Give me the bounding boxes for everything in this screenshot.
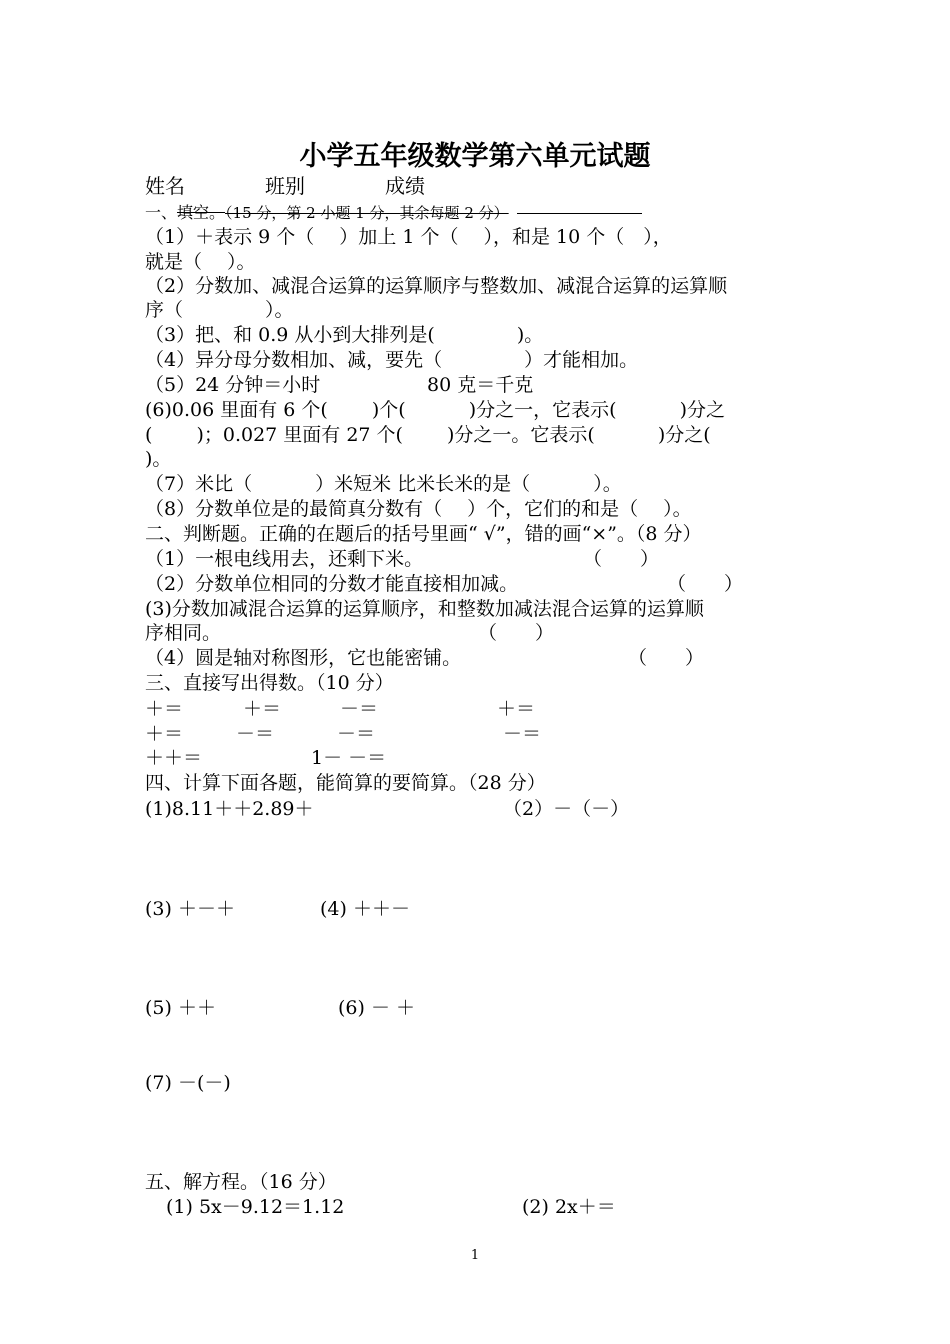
page-title: 小学五年级数学第六单元试题 bbox=[299, 141, 651, 172]
calc-problem-6: (6) － ＋ bbox=[338, 997, 415, 1019]
oral-r1c1: ＋＝ bbox=[145, 698, 184, 720]
student-info-header bbox=[145, 174, 425, 198]
judge-q3-answer-paren: （ ） bbox=[478, 622, 555, 644]
calc-problem-3: (3) ＋－＋ bbox=[145, 898, 235, 920]
equation-1: (1) 5x－9.12＝1.12 bbox=[166, 1196, 345, 1218]
judge-q3-line2: 序相同。 bbox=[145, 622, 222, 644]
equation-2: (2) 2x＋＝ bbox=[522, 1196, 616, 1218]
calc-problem-5: (5) ＋＋ bbox=[145, 997, 216, 1019]
name-label: 姓名 bbox=[145, 174, 185, 198]
judge-q4-answer-paren: （ ） bbox=[628, 647, 705, 669]
q1-line2: 就是（ ）。 bbox=[145, 251, 256, 273]
page-number: 1 bbox=[470, 1248, 480, 1263]
q5-part-a: （5）24 分钟＝小时 bbox=[145, 374, 321, 396]
class-label: 班别 bbox=[265, 174, 305, 198]
judge-q4: （4）圆是轴对称图形，它也能密铺。 bbox=[145, 647, 462, 669]
calc-problem-7: (7) －(－) bbox=[145, 1072, 231, 1094]
q6-line3: )。 bbox=[145, 448, 172, 470]
section1-points-note: （15 分，第 2 小题 1 分，其余每题 2 分） bbox=[225, 204, 509, 222]
calc-problem-4: (4) ＋＋－ bbox=[320, 898, 410, 920]
judge-q3-line1: (3)分数加减混合运算的运算顺序，和整数加减法混合运算的运算顺 bbox=[145, 598, 704, 620]
judge-q1: （1）一根电线用去，还剩下米。 bbox=[145, 548, 424, 570]
q2-line1: （2）分数加、减混合运算的运算顺序与整数加、减混合运算的运算顺 bbox=[145, 275, 728, 297]
section1-title: 填空。 bbox=[177, 203, 226, 222]
judge-q1-answer-paren: （ ） bbox=[583, 548, 660, 570]
oral-r1c4: ＋＝ bbox=[497, 698, 536, 720]
judge-q2: （2）分数单位相同的分数才能直接相加减。 bbox=[145, 573, 519, 595]
section5-heading: 五、解方程。（16 分） bbox=[145, 1171, 337, 1193]
q1-line1: （1）＋表示 9 个（ ）加上 1 个（ ），和是 10 个（ ）， bbox=[145, 226, 672, 248]
oral-r3c2: 1－ －＝ bbox=[311, 747, 387, 769]
q6-line2: ( )；0.027 里面有 27 个( )分之一。它表示( )分之( bbox=[145, 424, 711, 446]
q8-line: （8）分数单位是的最简真分数有（ ）个，它们的和是（ ）。 bbox=[145, 498, 692, 520]
score-label: 成绩 bbox=[385, 174, 425, 198]
q3-line: （3）把、和 0.9 从小到大排列是( )。 bbox=[145, 324, 544, 346]
section2-heading: 二、判断题。正确的在题后的括号里画“ √”，错的画“×”。（8 分） bbox=[145, 523, 702, 545]
judge-q2-answer-paren: （ ） bbox=[667, 573, 744, 595]
section3-heading: 三、直接写出得数。（10 分） bbox=[145, 672, 394, 694]
q5-part-b: 80 克＝千克 bbox=[427, 374, 534, 396]
section1-prefix: 一、 bbox=[145, 203, 178, 222]
q2-line2: 序（ ）。 bbox=[145, 299, 294, 321]
oral-r1c3: －＝ bbox=[340, 698, 379, 720]
section4-heading: 四、计算下面各题，能简算的要简算。（28 分） bbox=[145, 772, 546, 794]
oral-r2c1: ＋＝ bbox=[145, 723, 184, 745]
q7-line: （7）米比（ ）米短米 比米长米的是（ ）。 bbox=[145, 473, 622, 495]
oral-r3c1: ＋＋＝ bbox=[145, 747, 203, 769]
oral-r2c3: －＝ bbox=[337, 723, 376, 745]
q6-line1: (6)0.06 里面有 6 个( )个( )分之一，它表示( )分之 bbox=[145, 399, 726, 421]
oral-r2c4: －＝ bbox=[503, 723, 542, 745]
q4-line: （4）异分母分数相加、减，要先（ ）才能相加。 bbox=[145, 349, 639, 371]
oral-r2c2: －＝ bbox=[236, 723, 275, 745]
heading-rule bbox=[517, 213, 642, 214]
calc-problem-1: (1)8.11＋＋2.89＋ bbox=[145, 798, 314, 820]
calc-problem-2: （2）－（－） bbox=[503, 798, 630, 820]
section1-heading bbox=[145, 201, 642, 225]
oral-r1c2: ＋＝ bbox=[243, 698, 282, 720]
